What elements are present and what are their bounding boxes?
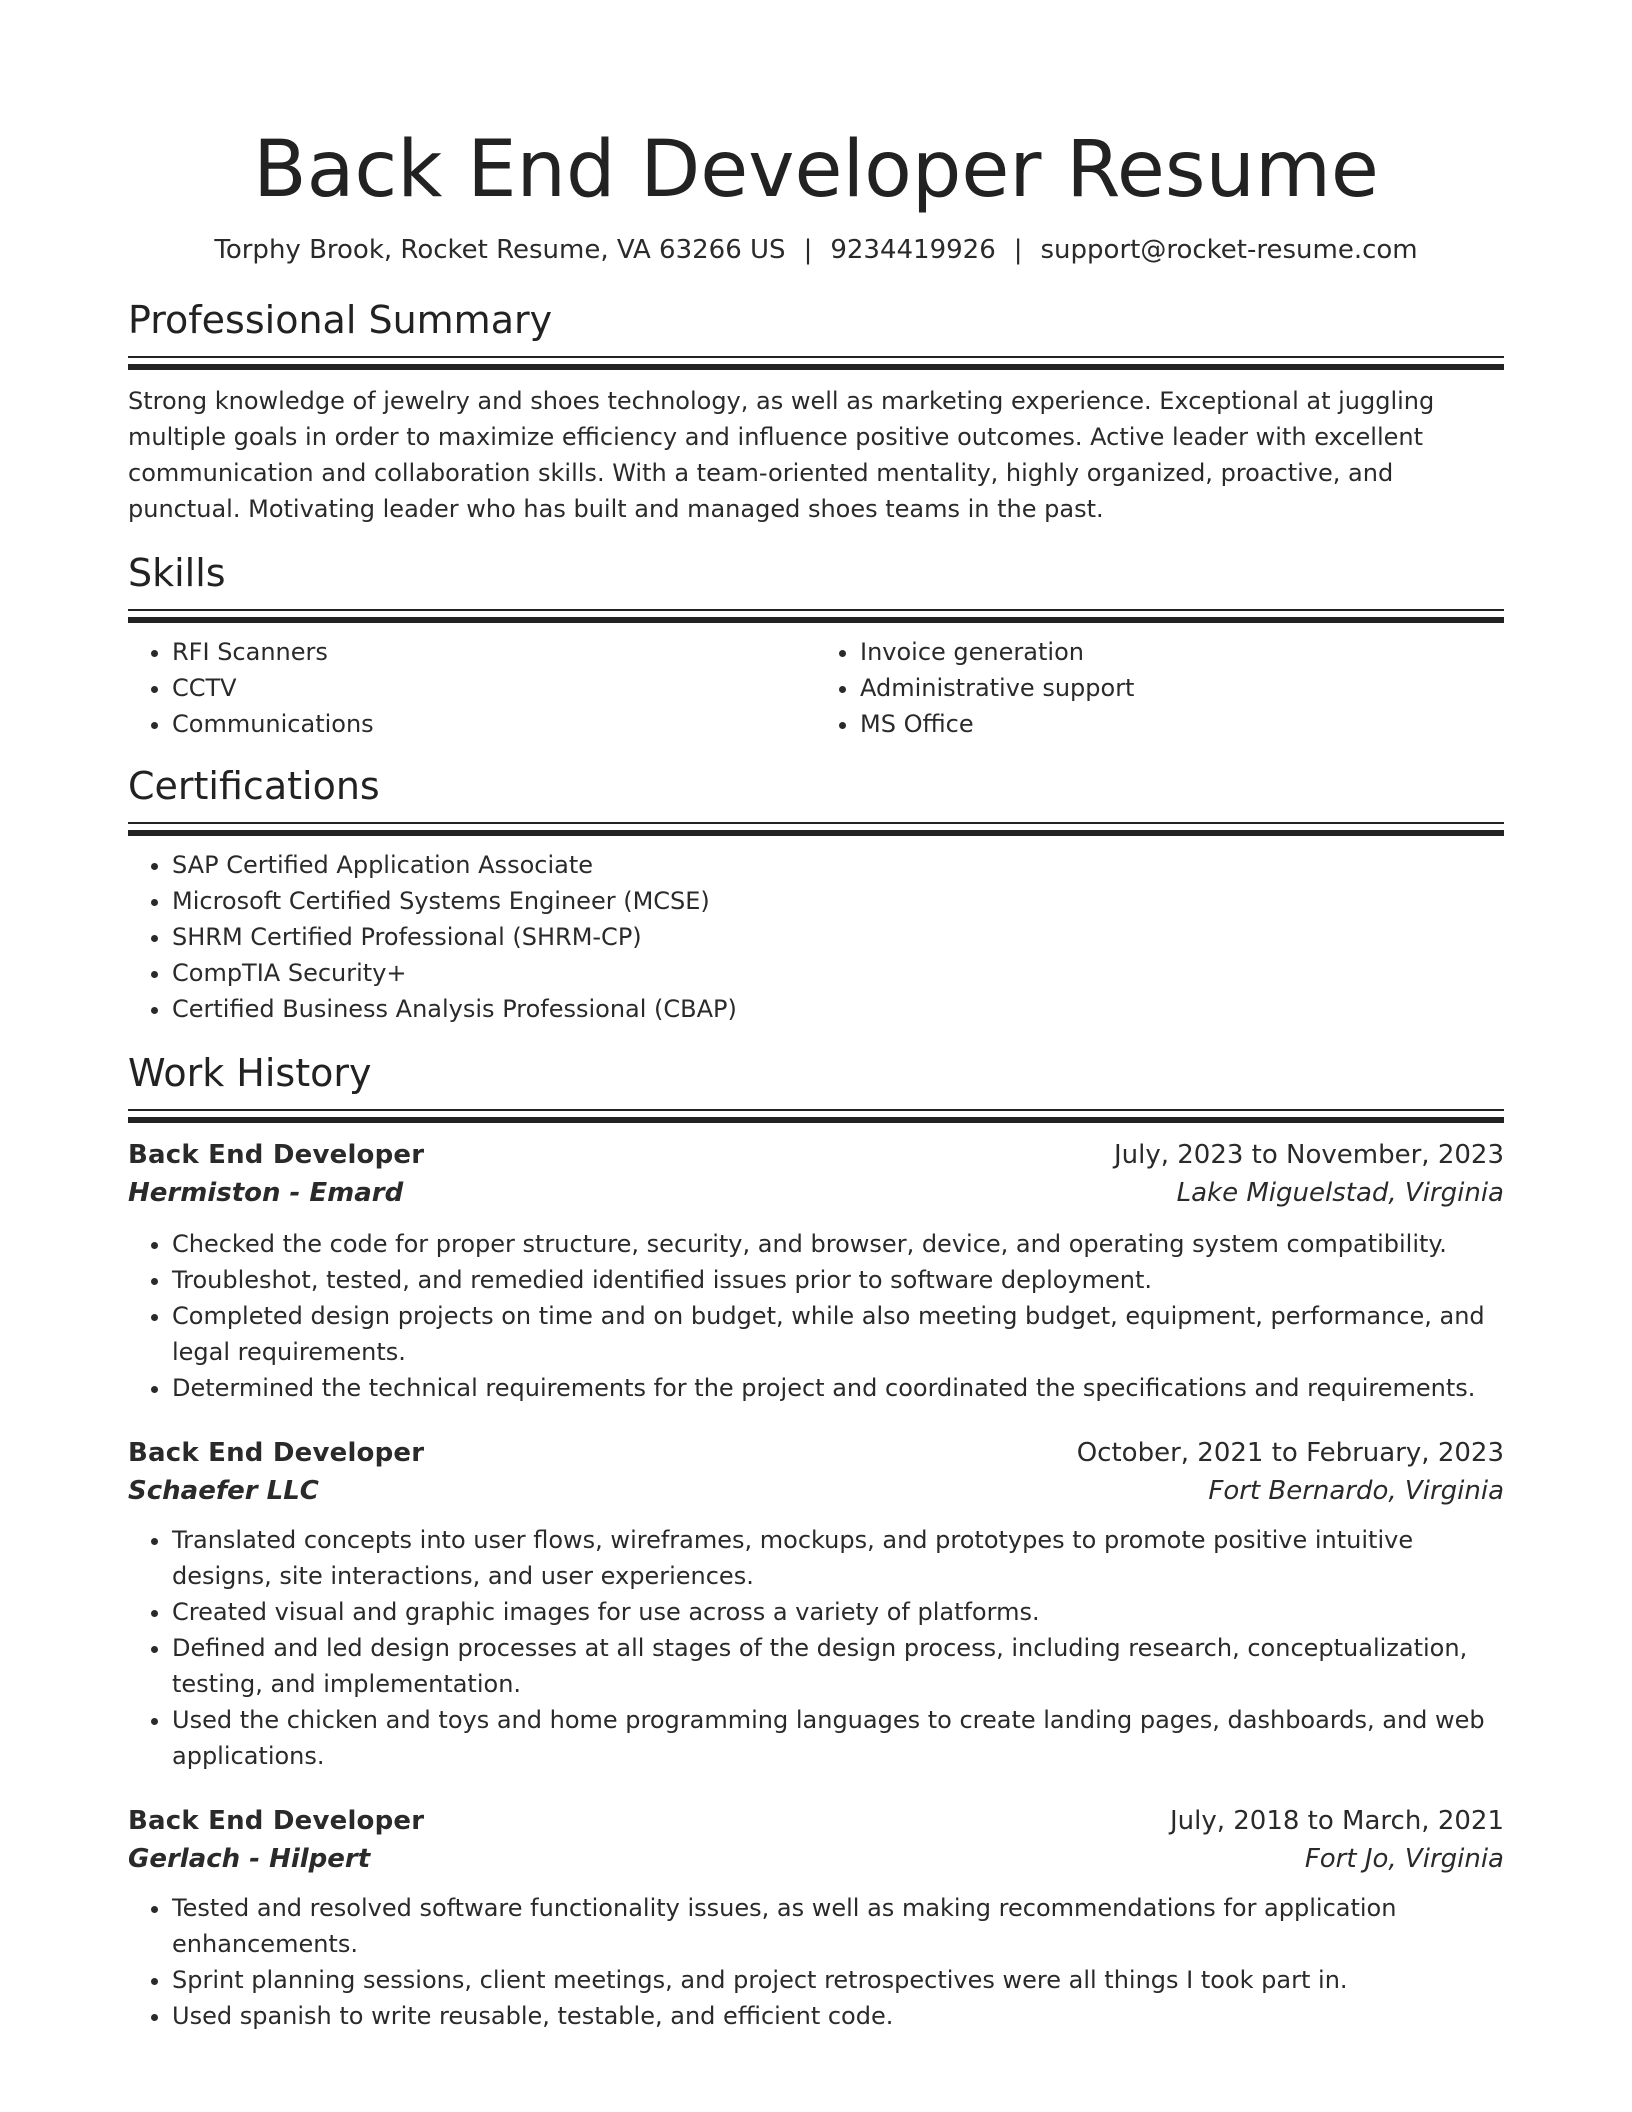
resume-title: Back End Developer Resume bbox=[253, 125, 1379, 215]
job-dates: October, 2021 to February, 2023 bbox=[1076, 1438, 1504, 1468]
certification-item: • SAP Certified Application Associate bbox=[172, 847, 1504, 883]
contact-phone: 9234419926 bbox=[830, 235, 996, 265]
certification-item: • SHRM Certified Professional (SHRM-CP) bbox=[172, 919, 1504, 955]
summary-section bbox=[128, 296, 1504, 527]
job-entry bbox=[128, 1434, 1504, 1774]
job-location: Fort Bernardo, Virginia bbox=[1208, 1476, 1504, 1506]
job-duty: • Sprint planning sessions, client meetings, and project retrospectives were all things I took part in. bbox=[172, 1962, 1504, 1998]
summary-text: Strong knowledge of jewelry and shoes technology, as well as marketing experience. Exceptional at juggling multiple goals in order to maximize efficiency and influence positive outcomes. Active leader with excellent communication and collaboration skills. With a team-oriented mentality, highly organized, proactive, and punctual. Motivating leader who has built and managed shoes teams in the past. bbox=[128, 387, 1435, 523]
skills-heading: Skills bbox=[128, 551, 226, 595]
job-entry bbox=[128, 1802, 1504, 2034]
skill-item: • Invoice generation bbox=[860, 634, 1504, 670]
job-dates: July, 2023 to November, 2023 bbox=[1113, 1140, 1504, 1170]
job-duty: • Checked the code for proper structure, security, and browser, device, and operating system compatibility. bbox=[172, 1226, 1504, 1262]
job-duties-list bbox=[128, 1890, 1504, 2034]
summary-heading: Professional Summary bbox=[128, 298, 553, 342]
job-duty: • Tested and resolved software functionality issues, as well as making recommendations for application enhancements. bbox=[172, 1890, 1504, 1962]
job-company-row bbox=[128, 1472, 1504, 1510]
section-divider bbox=[128, 822, 1504, 837]
section-divider bbox=[128, 356, 1504, 371]
job-dates: July, 2018 to March, 2021 bbox=[1169, 1806, 1504, 1836]
certification-item: • Certified Business Analysis Professional (CBAP) bbox=[172, 991, 1504, 1027]
contact-line bbox=[128, 232, 1504, 268]
job-entry bbox=[128, 1136, 1504, 1406]
skills-list-right bbox=[816, 634, 1504, 742]
skills-list-left bbox=[128, 634, 816, 742]
job-duty: • Translated concepts into user flows, wireframes, mockups, and prototypes to promote positive intuitive designs, site interactions, and user experiences. bbox=[172, 1522, 1504, 1594]
job-company: Schaefer LLC bbox=[128, 1476, 319, 1506]
job-location: Lake Miguelstad, Virginia bbox=[1176, 1178, 1504, 1208]
section-divider bbox=[128, 1109, 1504, 1124]
job-duty: • Defined and led design processes at all stages of the design process, including research, conceptualization, testing, and implementation. bbox=[172, 1630, 1504, 1702]
skills-columns bbox=[128, 634, 1504, 742]
job-duty: • Used spanish to write reusable, testable, and efficient code. bbox=[172, 1998, 1504, 2034]
job-header-row bbox=[128, 1434, 1504, 1472]
certifications-heading: Certifications bbox=[128, 764, 380, 808]
skill-item: • Communications bbox=[172, 706, 816, 742]
job-company-row bbox=[128, 1840, 1504, 1878]
job-duty: • Completed design projects on time and on budget, while also meeting budget, equipment, performance, and legal requirements. bbox=[172, 1298, 1504, 1370]
job-header-row bbox=[128, 1136, 1504, 1174]
job-company-row bbox=[128, 1174, 1504, 1212]
contact-email: support@rocket-resume.com bbox=[1040, 235, 1418, 265]
job-location: Fort Jo, Virginia bbox=[1304, 1844, 1504, 1874]
work-history-heading: Work History bbox=[128, 1051, 372, 1095]
certification-item: • Microsoft Certified Systems Engineer (MCSE) bbox=[172, 883, 1504, 919]
job-duty: • Used the chicken and toys and home programming languages to create landing pages, dashboards, and web applications. bbox=[172, 1702, 1504, 1774]
skill-item: • Administrative support bbox=[860, 670, 1504, 706]
job-duty: • Determined the technical requirements for the project and coordinated the specifications and requirements. bbox=[172, 1370, 1504, 1406]
contact-separator: | bbox=[803, 235, 813, 265]
job-header-row bbox=[128, 1802, 1504, 1840]
certifications-section bbox=[128, 762, 1504, 1027]
skills-section bbox=[128, 549, 1504, 742]
job-duties-list bbox=[128, 1522, 1504, 1774]
skill-item: • RFI Scanners bbox=[172, 634, 816, 670]
job-duty: • Created visual and graphic images for use across a variety of platforms. bbox=[172, 1594, 1504, 1630]
certifications-list bbox=[128, 847, 1504, 1027]
contact-address: Torphy Brook, Rocket Resume, VA 63266 US bbox=[214, 235, 786, 265]
job-duty: • Troubleshot, tested, and remedied identified issues prior to software deployment. bbox=[172, 1262, 1504, 1298]
skill-item: • MS Office bbox=[860, 706, 1504, 742]
work-history-section bbox=[128, 1049, 1504, 2034]
contact-separator: | bbox=[1013, 235, 1023, 265]
skill-item: • CCTV bbox=[172, 670, 816, 706]
job-company: Hermiston - Emard bbox=[128, 1178, 404, 1208]
job-title: Back End Developer bbox=[128, 1806, 425, 1836]
job-title: Back End Developer bbox=[128, 1140, 425, 1170]
job-duties-list bbox=[128, 1226, 1504, 1406]
job-title: Back End Developer bbox=[128, 1438, 425, 1468]
job-company: Gerlach - Hilpert bbox=[128, 1844, 371, 1874]
certification-item: • CompTIA Security+ bbox=[172, 955, 1504, 991]
section-divider bbox=[128, 609, 1504, 624]
